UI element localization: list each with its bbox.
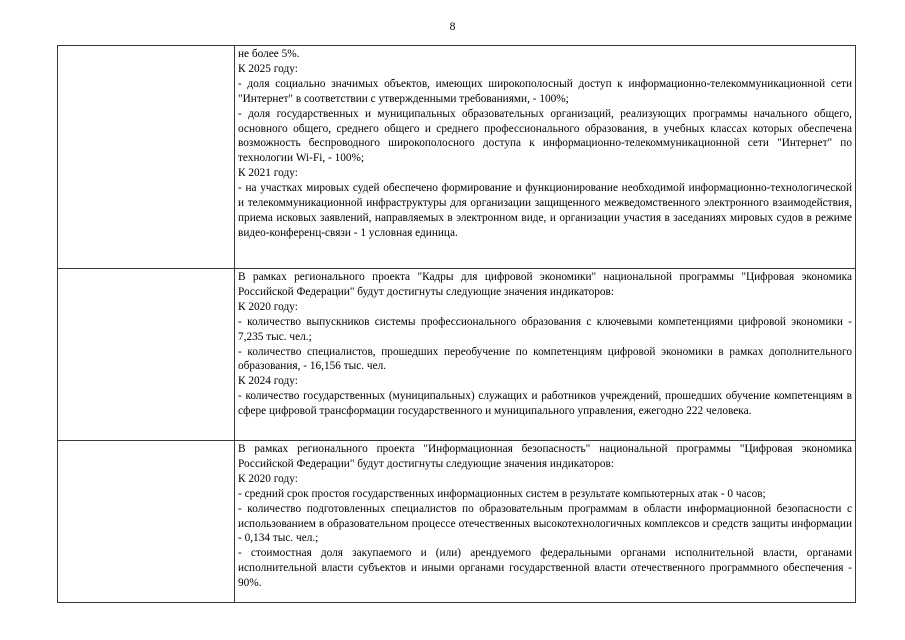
table-row <box>58 441 856 603</box>
paragraph: - количество выпускников системы профессионального образования с ключевыми компетенциями цифровой экономики - 7,235 тыс. чел.; <box>238 315 852 343</box>
paragraph: К 2025 году: <box>238 62 298 75</box>
paragraph: К 2020 году: <box>238 300 298 313</box>
table-cell-left <box>58 441 235 603</box>
indicators-table <box>57 45 856 603</box>
table-row <box>58 269 856 441</box>
paragraph: В рамках регионального проекта "Информационная безопасность" национальной программы "Цифровая экономика Российской Федерации" будут достигнуты следующие значения индикаторов: <box>238 443 852 470</box>
paragraph: К 2024 году: <box>238 375 298 388</box>
paragraph: - количество специалистов, прошедших переобучение по компетенциям цифровой экономики в рамках дополнительного образования, - 16,156 тыс. чел. <box>238 345 852 373</box>
table-cell-right <box>235 46 856 269</box>
paragraph: В рамках регионального проекта "Кадры для цифровой экономики" национальной программы "Цифровая экономика Российской Федерации" будут достигнуты следующие значения индикаторов: <box>238 271 852 298</box>
page-number: 8 <box>449 21 456 33</box>
paragraph: - средний срок простоя государственных информационных систем в результате компьютерных атак - 0 часов; <box>238 487 766 500</box>
paragraph: - на участках мировых судей обеспечено формирование и функционирование необходимой информационно-технологической и телекоммуникационной инфраструктуры для организации защищенного межведомственного электронного взаимодействия, приема исковых заявлений, направляемых в электронном виде, и организации участия в заседаниях мировых судов в режиме видео-конференц-связи - 1 условная единица. <box>238 182 852 239</box>
paragraph: не более 5%. <box>238 48 300 60</box>
paragraph: - количество государственных (муниципальных) служащих и работников учреждений, прошедших обучение компетенциям в сфере цифровой трансформации государственного и муниципального управления, ежегодно 222 человека. <box>238 390 852 418</box>
paragraph: - стоимостная доля закупаемого и (или) арендуемого федеральными органами исполнительной власти, органами исполнительной власти субъектов и иными органами государственной власти отечественного программного обеспечения - 90%. <box>238 547 852 590</box>
paragraph: К 2021 году: <box>238 167 298 180</box>
table-cell-right <box>235 441 856 603</box>
table-cell-left <box>58 269 235 441</box>
paragraph: - доля социально значимых объектов, имеющих широкополосный доступ к информационно-телекоммуникационной сети "Интернет" в соответствии с утвержденными требованиями, - 100%; <box>238 77 852 105</box>
paragraph: К 2020 году: <box>238 472 298 485</box>
table-cell-right <box>235 269 856 441</box>
table-row <box>58 46 856 269</box>
paragraph: - количество подготовленных специалистов по образовательным программам в области информационной безопасности с использованием в образовательном процессе отечественных высокотехнологичных комплексов и средств защиты информации - 0,134 тыс. чел.; <box>238 502 852 545</box>
paragraph: - доля государственных и муниципальных образовательных организаций, реализующих программы начального общего, основного общего, среднего общего и среднего профессионального образования, в учебных классах которых обеспечена возможность беспроводного широкополосного доступа к информационно-телекоммуникационной сети "Интернет" по технологии Wi-Fi, - 100%; <box>238 107 852 165</box>
table-cell-left <box>58 46 235 269</box>
